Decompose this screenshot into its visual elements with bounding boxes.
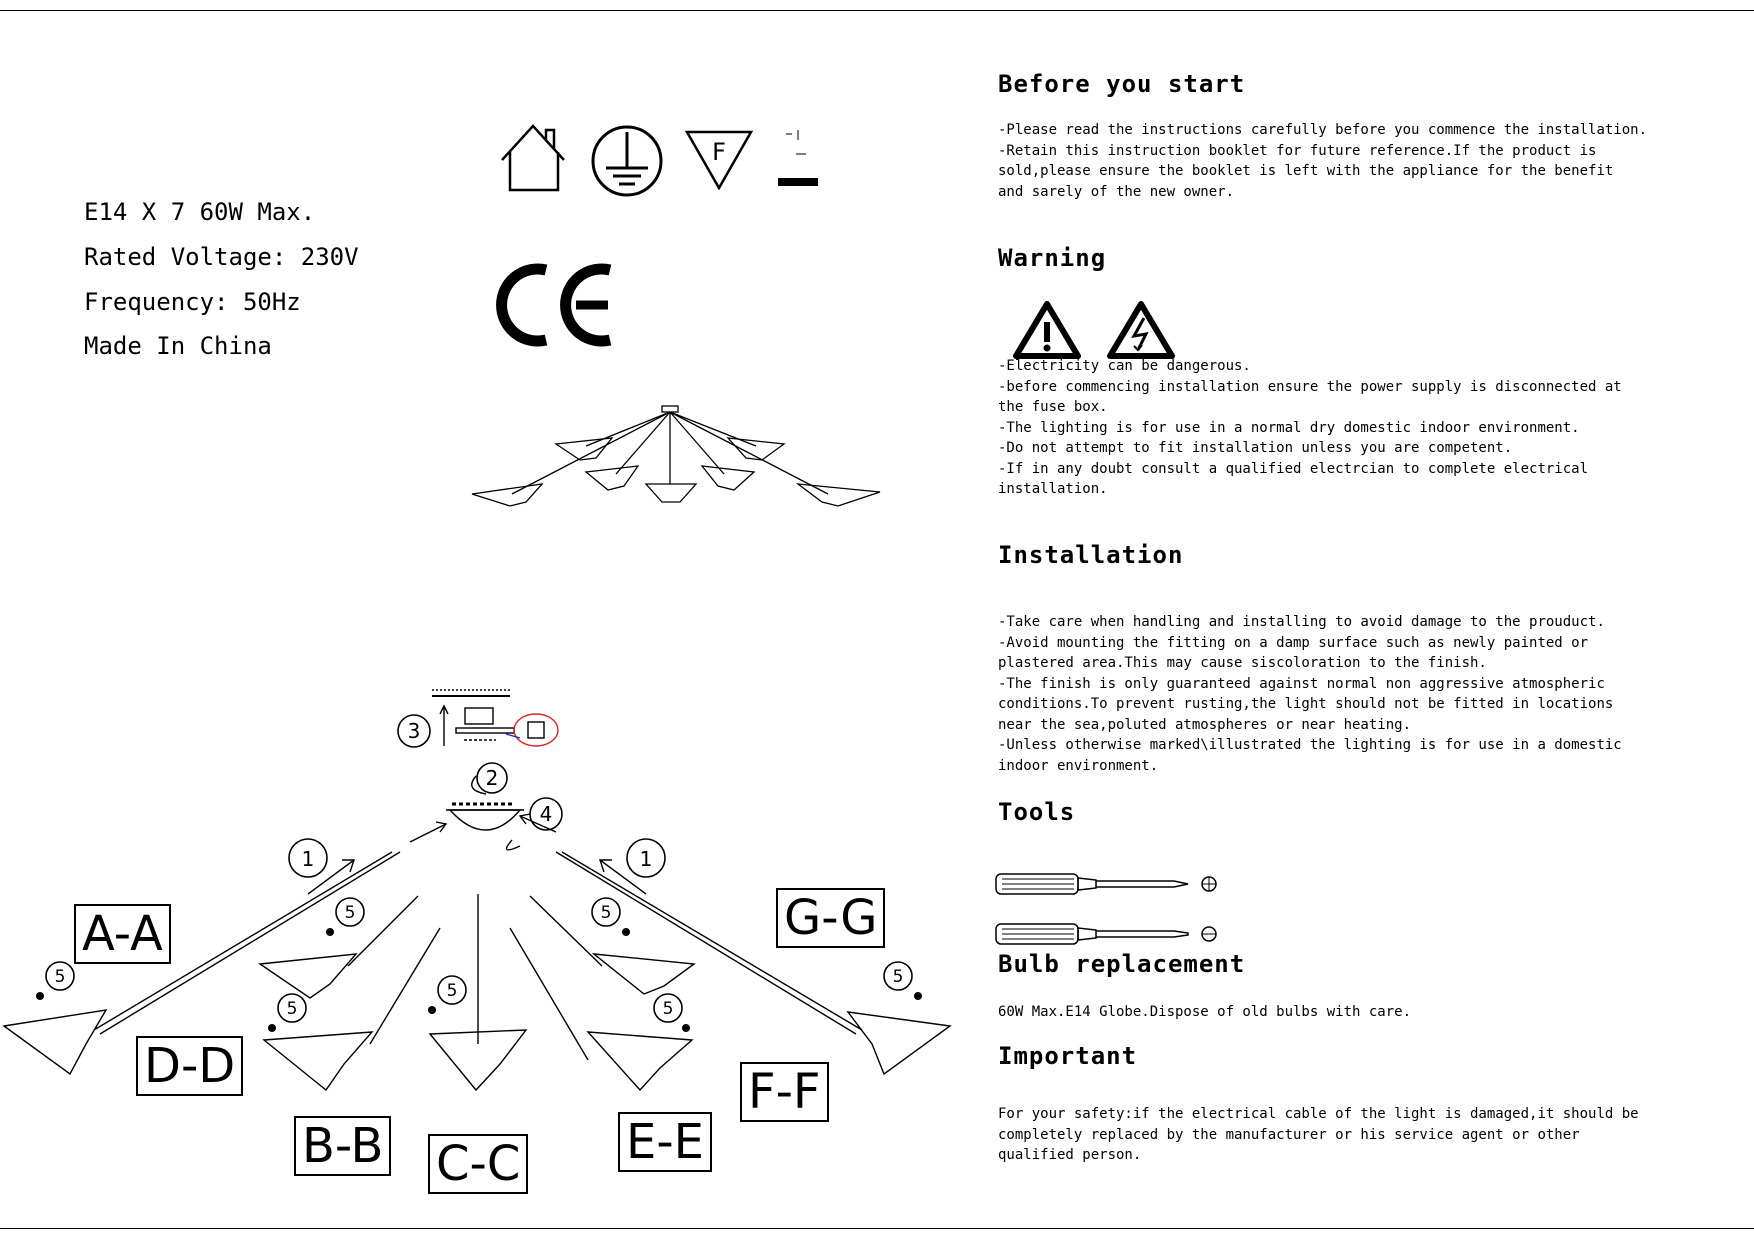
part-label-c-c: C-C	[428, 1134, 528, 1194]
important-line: completely replaced by the manufacturer or his service agent or other	[998, 1126, 1580, 1143]
warning-line: -The lighting is for use in a normal dry domestic indoor environment.	[998, 419, 1580, 436]
section-title-bulb: Bulb replacement	[998, 950, 1246, 978]
part-label-e-e: E-E	[618, 1112, 712, 1172]
step-2: 2	[485, 766, 499, 790]
earth-ground-icon	[588, 122, 666, 200]
before-line: and sarely of the new owner.	[998, 183, 1235, 200]
step-1-right: 1	[639, 847, 653, 871]
section-body-bulb	[998, 1002, 1678, 1023]
part-label-g-g: G-G	[776, 888, 885, 948]
section-body-before	[998, 120, 1678, 202]
section-body-important	[998, 1104, 1678, 1166]
f-mark-text: F	[712, 138, 726, 166]
spec-bulbs: E14 X 7 60W Max.	[84, 198, 316, 226]
spec-origin: Made In China	[84, 332, 272, 360]
bottom-border	[0, 1228, 1754, 1229]
part-label-a-a: A-A	[74, 904, 171, 964]
section-title-tools: Tools	[998, 798, 1076, 826]
installation-line: -The finish is only guaranteed against normal non aggressive atmospheric	[998, 675, 1605, 692]
section-title-warning: Warning	[998, 244, 1107, 272]
warning-line: -Electricity can be dangerous.	[998, 358, 1251, 374]
step-5-e: 5	[600, 903, 612, 923]
installation-line: plastered area.This may cause siscoloration to the finish.	[998, 655, 1487, 671]
flathead-screwdriver-icon	[994, 918, 1224, 950]
before-line: -Please read the instructions carefully before you commence the installation.	[998, 122, 1648, 138]
installation-line: near the sea,poluted atmospheres or near heating.	[998, 716, 1412, 733]
section-title-before: Before you start	[998, 70, 1246, 98]
before-line: -Retain this instruction booklet for future reference.If the product is	[998, 142, 1597, 159]
important-line: For your safety:if the electrical cable of the light is damaged,it should be	[998, 1106, 1639, 1122]
installation-line: conditions.To prevent rusting,the light should not be fitted in locations	[998, 696, 1614, 712]
step-5-b: 5	[54, 967, 66, 987]
section-body-warning	[998, 356, 1678, 500]
top-border	[0, 10, 1754, 11]
phillips-screwdriver-icon	[994, 868, 1224, 900]
part-label-d-d: D-D	[136, 1036, 243, 1096]
warning-line: -before commencing installation ensure the power supply is disconnected at	[998, 378, 1622, 395]
warning-general-icon	[1012, 300, 1082, 360]
installation-line: -Unless otherwise marked\illustrated the lighting is for use in a domestic	[998, 737, 1622, 753]
ce-mark-icon	[496, 262, 618, 348]
installation-line: indoor environment.	[998, 757, 1159, 774]
warning-line: the fuse box.	[998, 399, 1108, 415]
important-line: qualified person.	[998, 1147, 1142, 1163]
section-body-installation	[998, 612, 1678, 776]
spec-voltage: Rated Voltage: 230V	[84, 243, 359, 271]
part-label-b-b: B-B	[294, 1116, 391, 1176]
step-5-d: 5	[446, 981, 458, 1001]
step-1-left: 1	[301, 847, 315, 871]
step-5-g: 5	[892, 967, 904, 987]
part-label-f-f: F-F	[740, 1062, 829, 1122]
spec-frequency: Frequency: 50Hz	[84, 288, 301, 316]
step-5-c: 5	[286, 999, 298, 1019]
chandelier-overview-illustration	[466, 402, 886, 522]
warning-line: -If in any doubt consult a qualified electrcian to complete electrical	[998, 460, 1589, 477]
installation-line: -Take care when handling and installing to avoid damage to the prouduct.	[998, 614, 1605, 630]
step-4: 4	[539, 802, 553, 826]
warning-line: installation.	[998, 481, 1108, 497]
warning-electric-icon	[1106, 300, 1176, 360]
step-5-f: 5	[662, 999, 674, 1019]
section-title-installation: Installation	[998, 541, 1184, 569]
section-title-important: Important	[998, 1042, 1138, 1070]
warning-line: -Do not attempt to fit installation unless you are competent.	[998, 440, 1513, 456]
bulb-line: 60W Max.E14 Globe.Dispose of old bulbs with care.	[998, 1004, 1412, 1020]
house-icon	[498, 122, 568, 194]
step-3: 3	[407, 719, 421, 743]
f-mark-icon	[684, 128, 754, 190]
class-ii-mark-icon	[776, 126, 820, 188]
installation-line: -Avoid mounting the fitting on a damp surface such as newly painted or	[998, 634, 1589, 651]
step-5-a: 5	[344, 903, 356, 923]
before-line: sold,please ensure the booklet is left with the appliance for the benefit	[998, 163, 1614, 179]
